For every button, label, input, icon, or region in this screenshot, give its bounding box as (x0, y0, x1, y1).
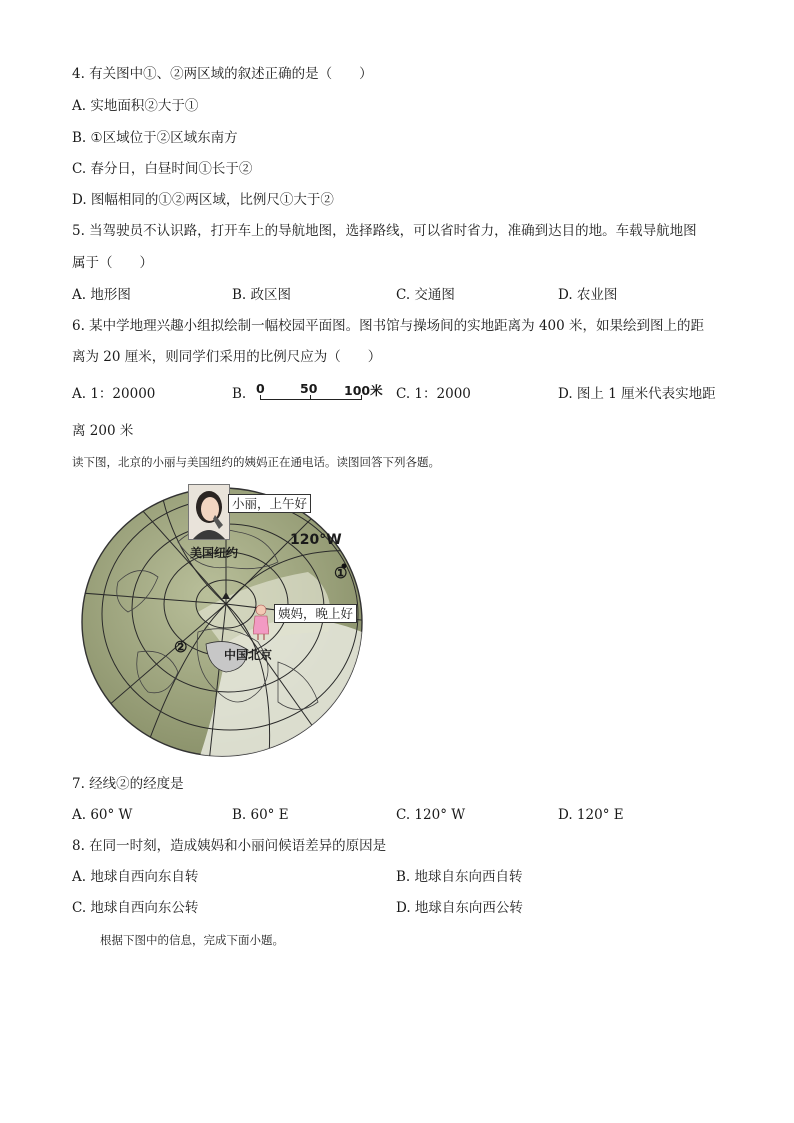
callout-top: 小丽，上午好 (228, 494, 311, 513)
q4-option-c: C. 春分日，白昼时间①长于② (72, 161, 253, 177)
q4-option-d: D. 图幅相同的①②两区域，比例尺①大于② (72, 192, 334, 208)
marker-1-label: ① (334, 564, 348, 582)
q8-option-d: D. 地球自东向西公转 (396, 900, 523, 916)
q7-option-c: C. 120° W (396, 807, 466, 823)
globe-figure (78, 482, 368, 762)
q6-option-d-line1: D. 图上 1 厘米代表实地距 (558, 386, 716, 402)
label-new-york: 美国纽约 (190, 546, 239, 560)
xiaoli-portrait-icon (188, 484, 230, 540)
q4-option-b: B. ①区域位于②区域东南方 (72, 130, 238, 146)
figure-intro: 读下图，北京的小丽与美国纽约的姨妈正在通电话。读图回答下列各题。 (72, 455, 440, 469)
q5-option-b: B. 政区图 (232, 287, 292, 303)
q6-option-c: C. 1：2000 (396, 386, 471, 402)
scale-tick (310, 395, 311, 400)
q7-stem: 7. 经线②的经度是 (72, 776, 184, 792)
q8-option-a: A. 地球自西向东自转 (72, 869, 199, 885)
callout-mid: 姨妈，晚上好 (274, 604, 357, 623)
q5-option-c: C. 交通图 (396, 287, 455, 303)
q6-option-b-scale-bar (258, 381, 388, 407)
q5-option-a: A. 地形图 (72, 287, 131, 303)
q4-stem: 4. 有关图中①、②两区域的叙述正确的是（ ） (72, 66, 373, 82)
label-beijing: 中国北京 (224, 648, 273, 662)
q8-option-b: B. 地球自东向西自转 (396, 869, 523, 885)
q7-option-a: A. 60° W (72, 807, 133, 823)
next-section-intro: 根据下图中的信息，完成下面小题。 (100, 933, 284, 947)
scale-label-0: 0 (256, 381, 265, 396)
q5-option-d: D. 农业图 (558, 287, 618, 303)
q6-option-d-line2: 离 200 米 (72, 423, 134, 439)
q6-option-b-letter: B. (232, 386, 247, 402)
q8-stem: 8. 在同一时刻，造成姨妈和小丽问候语差异的原因是 (72, 838, 387, 854)
scale-tick (361, 395, 362, 400)
scale-line (260, 399, 362, 400)
q5-stem-line2: 属于（ ） (72, 255, 153, 271)
q7-option-b: B. 60° E (232, 807, 289, 823)
q8-option-c: C. 地球自西向东公转 (72, 900, 199, 916)
scale-label-50: 50 (300, 381, 318, 396)
q7-option-d: D. 120° E (558, 807, 624, 823)
q6-option-a: A. 1：20000 (72, 386, 156, 402)
scale-tick (260, 395, 261, 400)
marker-2-label: ② (174, 638, 188, 656)
label-120w: 120°W (290, 532, 342, 548)
q4-option-a: A. 实地面积②大于① (72, 98, 199, 114)
q5-stem-line1: 5. 当驾驶员不认识路，打开车上的导航地图，选择路线，可以省时省力，准确到达目的地。车载导航地图 (72, 223, 697, 239)
q6-stem-line1: 6. 某中学地理兴趣小组拟绘制一幅校园平面图。图书馆与操场间的实地距离为 400 米，如果绘到图上的距 (72, 318, 705, 334)
q6-stem-line2: 离为 20 厘米，则同学们采用的比例尺应为（ ） (72, 349, 382, 365)
scale-label-100: 100米 (344, 383, 383, 398)
aunt-figure-icon (253, 604, 269, 640)
